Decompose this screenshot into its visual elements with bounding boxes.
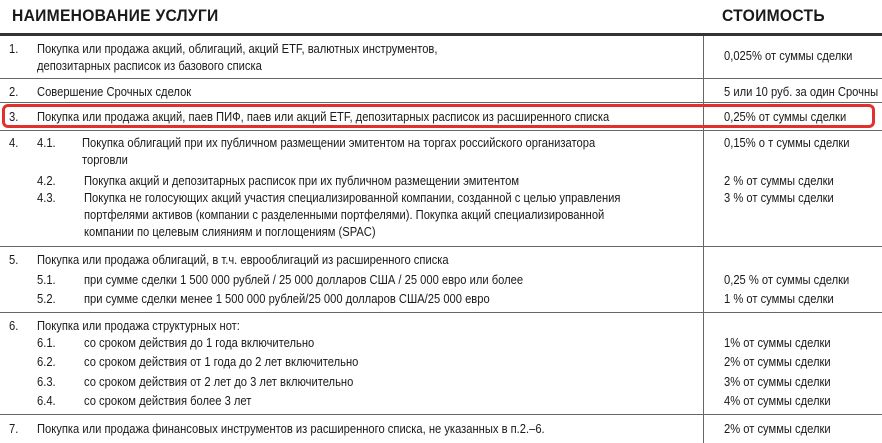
- subrow-description: Покупка облигаций при их публичном размещении эмитентом на торгах российского организатора: [82, 135, 596, 150]
- subrow-cost: 0,25 % от суммы сделки: [724, 272, 850, 287]
- row-divider: [0, 130, 882, 131]
- subrow-description: Покупка не голосующих акций участия специализированной компании, созданной с целью управления: [84, 190, 621, 205]
- subrow-cost: 2 % от суммы сделки: [724, 173, 834, 188]
- subrow-description: портфелями активов (компании с разделенными портфелями). Покупка акций специализированной: [84, 207, 605, 222]
- row-number: 7.: [9, 421, 19, 436]
- row-cost: 2% от суммы сделки: [724, 421, 831, 436]
- row-description: депозитарных расписок из базового списка: [37, 58, 262, 73]
- row-divider: [0, 312, 882, 313]
- subrow-cost: 4% от суммы сделки: [724, 393, 831, 408]
- subrow-description: со сроком действия более 3 лет: [84, 393, 252, 408]
- column-divider: [703, 36, 704, 443]
- subrow-description: со сроком действия до 1 года включительно: [84, 335, 315, 350]
- row-number: 6.: [9, 318, 19, 333]
- subrow-description: со сроком действия от 1 года до 2 лет включительно: [84, 354, 359, 369]
- highlight-frame: [2, 104, 875, 128]
- row-number: 1.: [9, 41, 19, 56]
- row-description: Покупка или продажа облигаций, в т.ч. еврооблигаций из расширенного списка: [37, 252, 449, 267]
- subrow-description: со сроком действия от 2 лет до 3 лет включительно: [84, 374, 354, 389]
- subrow-cost: 1 % от суммы сделки: [724, 291, 834, 306]
- subrow-number: 4.2.: [37, 173, 56, 188]
- row-divider: [0, 414, 882, 415]
- row-divider: [0, 78, 882, 79]
- row-number: 3.: [9, 109, 19, 124]
- subrow-cost: 3 % от суммы сделки: [724, 190, 834, 205]
- subrow-description: при сумме сделки 1 500 000 рублей / 25 000 долларов США / 25 000 евро или более: [84, 272, 524, 287]
- subrow-description: Покупка акций и депозитарных расписок при их публичном размещении эмитентом: [84, 173, 520, 188]
- subrow-description: компании по целевым слияниям и поглощениям (SPAC): [84, 224, 376, 239]
- row-number: 2.: [9, 84, 19, 99]
- subrow-number: 6.2.: [37, 354, 56, 369]
- header-divider: [0, 33, 882, 36]
- row-description: Покупка или продажа структурных нот:: [37, 318, 240, 333]
- row-description: Покупка или продажа финансовых инструментов из расширенного списка, не указанных в п.2.–6.: [37, 421, 545, 436]
- row-cost: 0,25% от суммы сделки: [724, 109, 847, 124]
- subrow-number: 6.3.: [37, 374, 56, 389]
- row-description: Совершение Срочных сделок: [37, 84, 192, 99]
- row-divider: [0, 102, 882, 103]
- row-cost: 0,025% от суммы сделки: [724, 48, 853, 63]
- row-cost: 5 или 10 руб. за один Срочны: [724, 84, 879, 99]
- subrow-cost: 2% от суммы сделки: [724, 354, 831, 369]
- row-description: Покупка или продажа акций, облигаций, акций ETF, валютных инструментов,: [37, 41, 438, 56]
- subrow-description: при сумме сделки менее 1 500 000 рублей/25 000 долларов США/25 000 евро: [84, 291, 490, 306]
- subrow-number: 6.1.: [37, 335, 56, 350]
- subrow-description: торговли: [82, 152, 128, 167]
- subrow-cost: 3% от суммы сделки: [724, 374, 831, 389]
- subrow-number: 5.2.: [37, 291, 56, 306]
- column-header-service-name: НАИМЕНОВАНИЕ УСЛУГИ: [12, 6, 219, 25]
- row-description: Покупка или продажа акций, паев ПИФ, паев или акций ETF, депозитарных расписок из расширенного списка: [37, 109, 610, 124]
- subrow-cost: 1% от суммы сделки: [724, 335, 831, 350]
- row-number: 4.: [9, 135, 19, 150]
- subrow-number: 6.4.: [37, 393, 56, 408]
- subrow-number: 4.3.: [37, 190, 56, 205]
- subrow-number: 5.1.: [37, 272, 56, 287]
- column-header-cost: СТОИМОСТЬ: [722, 6, 825, 25]
- subrow-number: 4.1.: [37, 135, 56, 150]
- row-number: 5.: [9, 252, 19, 267]
- subrow-cost: 0,15% о т суммы сделки: [724, 135, 850, 150]
- row-divider: [0, 246, 882, 247]
